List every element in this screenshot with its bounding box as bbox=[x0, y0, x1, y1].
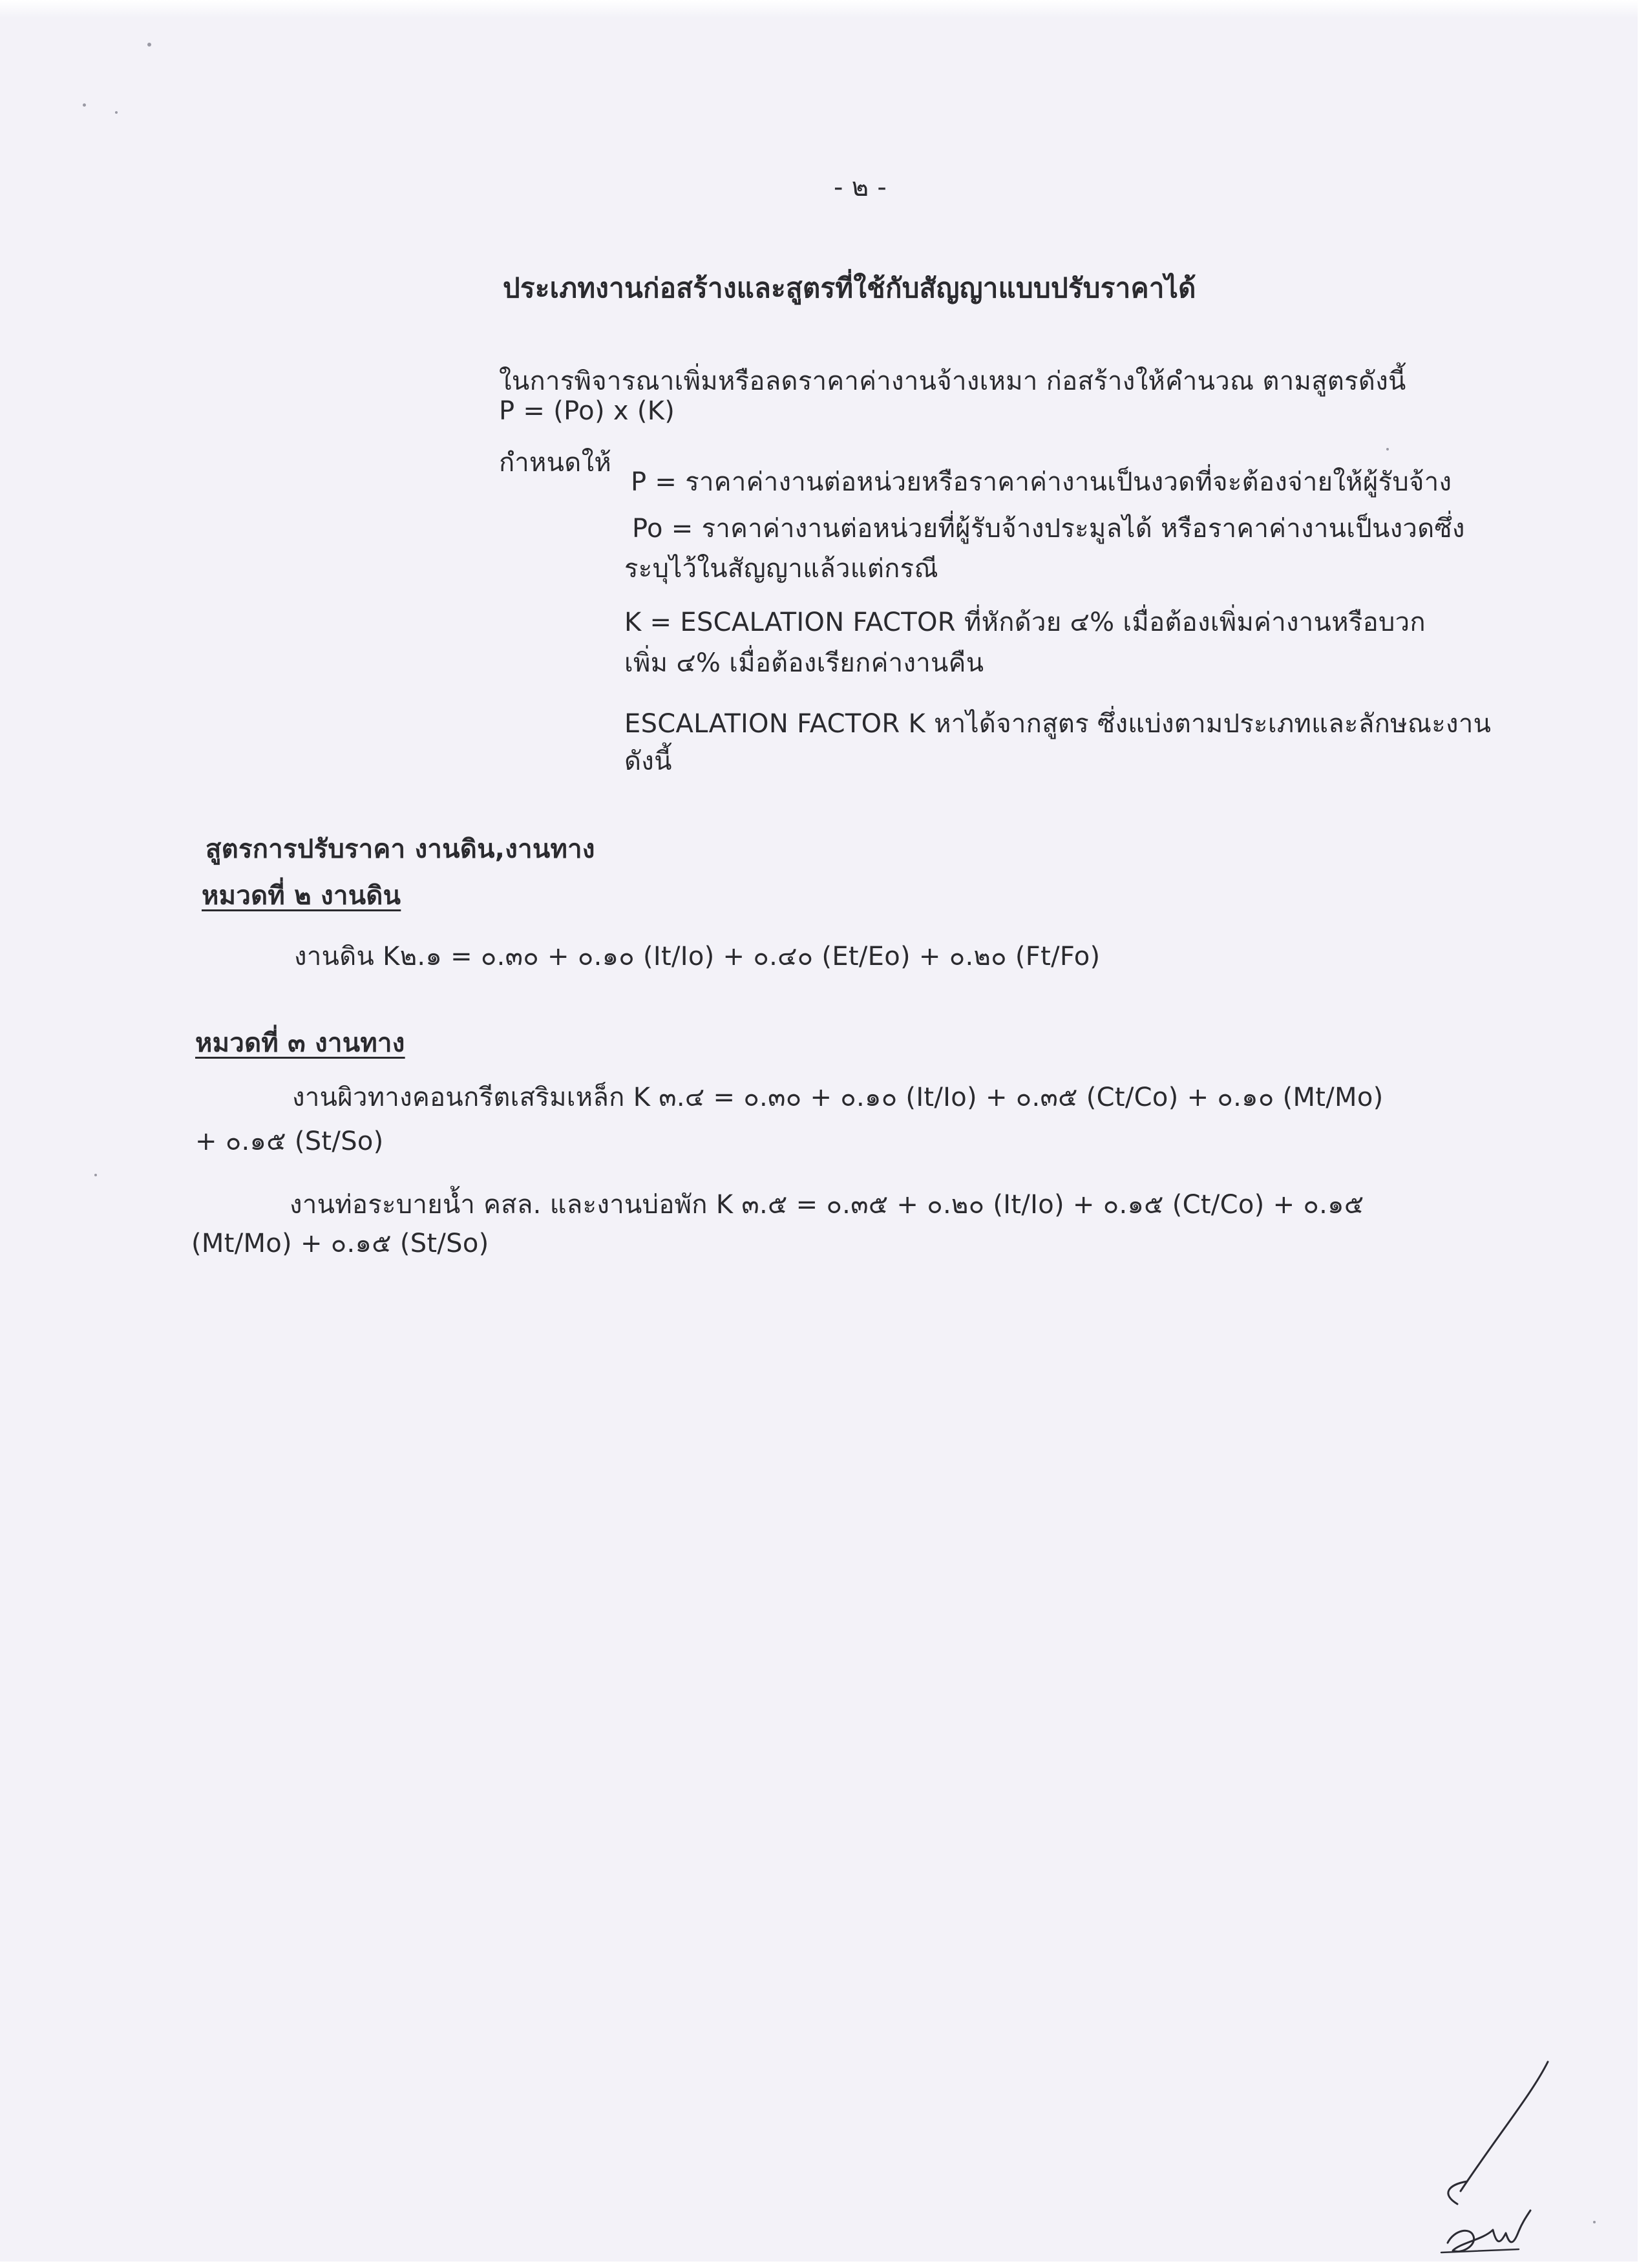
section-heading: สูตรการปรับราคา งานดิน,งานทาง bbox=[206, 834, 595, 864]
main-formula: P = (Po) x (K) bbox=[499, 396, 675, 426]
scan-speck bbox=[115, 111, 118, 114]
escalation-line1: ESCALATION FACTOR K หาได้จากสูตร ซึ่งแบ่งตามประเภทและลักษณะงาน bbox=[624, 709, 1492, 739]
scan-speck bbox=[1386, 448, 1389, 450]
paper-top-edge bbox=[0, 0, 1648, 18]
definition-label: กำหนดให้ bbox=[499, 448, 612, 478]
category-2-formula: งานดิน K๒.๑ = ๐.๓๐ + ๐.๑๐ (It/Io) + ๐.๔๐ (Et/Eo) + ๐.๒๐ (Ft/Fo) bbox=[294, 942, 1101, 971]
scan-speck bbox=[83, 103, 86, 107]
po-definition-line1: Po = ราคาค่างานต่อหน่วยที่ผู้รับจ้างประมูลได้ หรือราคาค่างานเป็นงวดซึ่ง bbox=[632, 514, 1465, 544]
signature-image bbox=[1422, 2049, 1570, 2262]
paper-right-edge bbox=[1638, 0, 1648, 2268]
scan-speck bbox=[94, 1174, 97, 1176]
k-definition-line2: เพิ่ม ๔% เมื่อต้องเรียกค่างานคืน bbox=[624, 648, 984, 678]
po-definition-line2: ระบุไว้ในสัญญาแล้วแต่กรณี bbox=[624, 554, 938, 584]
scan-speck bbox=[1593, 2221, 1596, 2223]
escalation-line2: ดังนี้ bbox=[624, 747, 672, 776]
category-3-formula-2-line1: งานท่อระบายน้ำ คสล. และงานบ่อพัก K ๓.๕ = ๐.๓๕ + ๐.๒๐ (It/Io) + ๐.๑๕ (Ct/Co) + ๐.๑๕ bbox=[290, 1190, 1364, 1220]
page-number: - ๒ - bbox=[834, 173, 887, 202]
category-3-heading: หมวดที่ ๓ งานทาง bbox=[195, 1028, 405, 1058]
category-2-heading: หมวดที่ ๒ งานดิน bbox=[202, 881, 401, 911]
category-3-formula-1-line2: + ๐.๑๕ (St/So) bbox=[195, 1127, 384, 1156]
intro-line: ในการพิจารณาเพิ่มหรือลดราคาค่างานจ้างเหมา ก่อสร้างให้คำนวณ ตามสูตรดังนี้ bbox=[499, 366, 1406, 396]
paper-bottom-edge bbox=[0, 2262, 1648, 2268]
p-definition: P = ราคาค่างานต่อหน่วยหรือราคาค่างานเป็นงวดที่จะต้องจ่ายให้ผู้รับจ้าง bbox=[631, 467, 1452, 497]
scan-speck bbox=[147, 43, 151, 47]
category-3-formula-2-line2: (Mt/Mo) + ๐.๑๕ (St/So) bbox=[191, 1229, 489, 1258]
category-3-formula-1-line1: งานผิวทางคอนกรีตเสริมเหล็ก K ๓.๔ = ๐.๓๐ + ๐.๑๐ (It/Io) + ๐.๓๕ (Ct/Co) + ๐.๑๐ (Mt/Mo) bbox=[292, 1083, 1384, 1112]
page-title: ประเภทงานก่อสร้างและสูตรที่ใช้กับสัญญาแบบปรับราคาได้ bbox=[503, 272, 1196, 304]
k-definition-line1: K = ESCALATION FACTOR ที่หักด้วย ๔% เมื่อต้องเพิ่มค่างานหรือบวก bbox=[624, 608, 1426, 637]
